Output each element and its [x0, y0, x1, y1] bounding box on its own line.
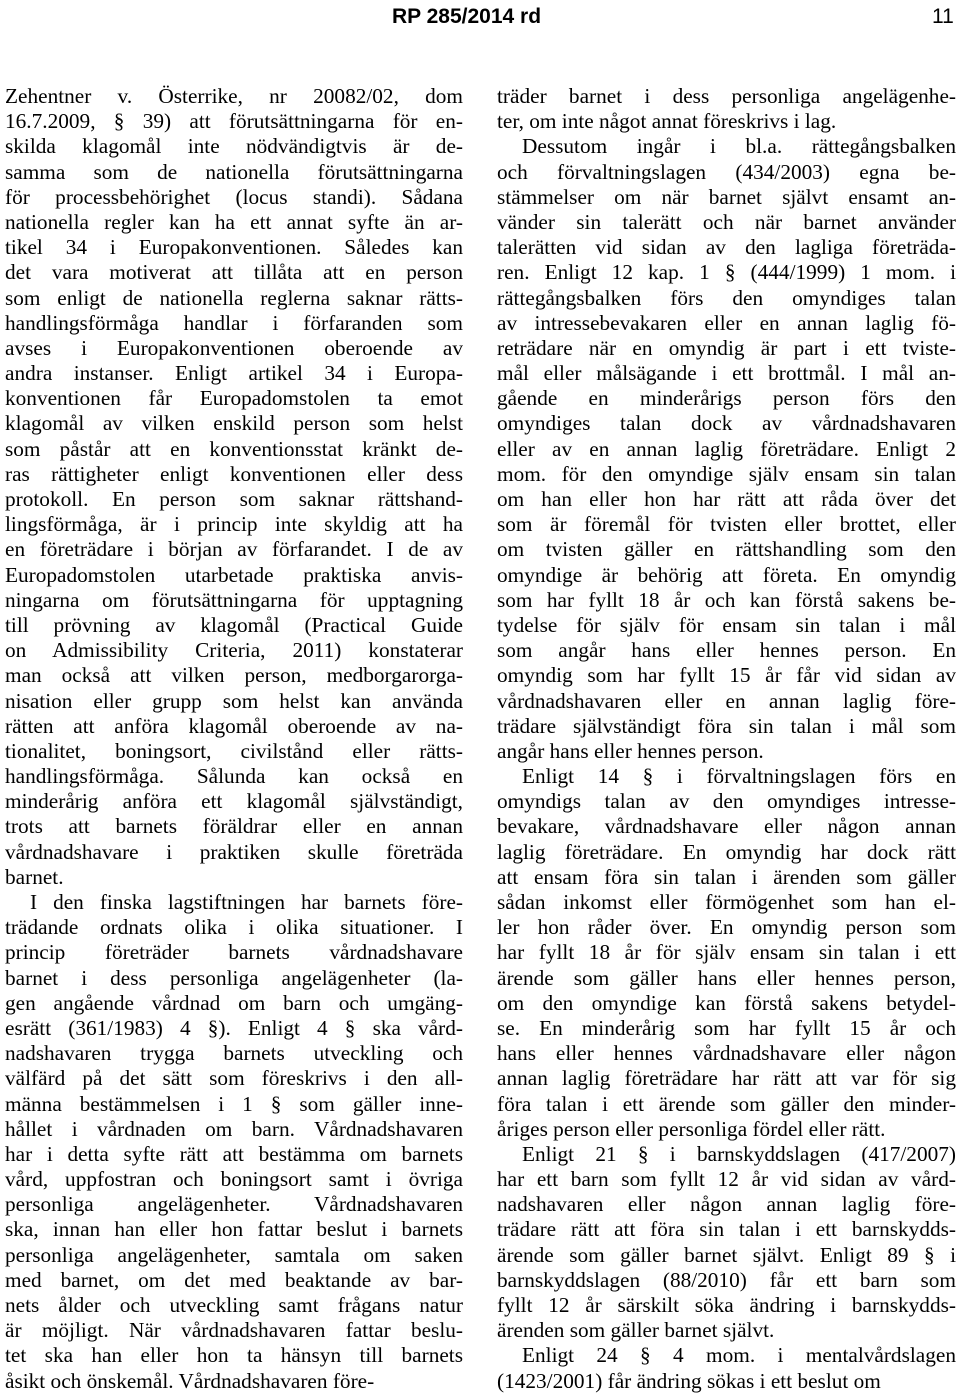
- left-column-text-line: lingsförmåga, är i princip inte skyldig att ha: [5, 512, 463, 537]
- left-column-text-line: tikel 34 i Europakonventionen. Således kan: [5, 235, 463, 260]
- right-column-text-line: och förvaltningslagen (434/2003) egna be-: [497, 159, 956, 184]
- right-column-text-line: ärende som gäller barnet självt. Enligt 89 § i: [497, 1242, 956, 1267]
- left-column-text-line: princip företräder barnets vårdnadshavare: [5, 940, 463, 965]
- right-column-text-line: trädare självständigt föra sin talan i mål som: [497, 713, 956, 738]
- right-column-text-line: reträdare när en omyndig är part i ett tviste-: [497, 335, 956, 360]
- left-column-text-line: 16.7.2009, § 39) att förutsättningarna för en-: [5, 109, 463, 134]
- right-column-text-line: om den omyndige kan förstå sakens betydel-: [497, 990, 956, 1015]
- right-column-text-line: (1423/2001) får ändring sökas i ett beslut om: [497, 1368, 881, 1393]
- left-column-text-line: tet ska han eller hon ta hänsyn till barnets: [5, 1343, 463, 1368]
- left-column-text-line: rätten att anföra klagomål oberoende av na-: [5, 713, 463, 738]
- left-column-text-line: välfärd på det sätt som föreskrivs i den all-: [5, 1066, 463, 1091]
- left-column-text-line: trädande ordnats olika i olika situationer. I: [5, 915, 463, 940]
- left-column-text-line: protokoll. En person som saknar rättshand-: [5, 487, 463, 511]
- left-column-text-line: som enligt de nationella reglerna saknar rätts-: [5, 285, 463, 310]
- left-column-text-line: handlingsförmåga. Sålunda kan också en: [5, 764, 463, 789]
- left-column-text-line: skilda klagomål inte nödvändigtvis är de-: [5, 134, 463, 159]
- left-column-text-line: minderårig anföra ett klagomål självständigt,: [5, 789, 463, 814]
- right-column-text-line: som angår hans eller hennes person. En: [497, 638, 956, 663]
- right-column-text-line: laglig företrädare. En omyndig har dock rätt: [497, 839, 956, 864]
- left-column-text-line: männa bestämmelsen i 1 § som gäller inne-: [5, 1091, 463, 1116]
- left-column-text-line: vård, uppfostran och boningsort samt i övriga: [5, 1167, 463, 1192]
- left-column-text-line: nationella regler kan ha ett annat syfte än ar-: [5, 209, 463, 234]
- left-column-text-line: trots att barnets föräldrar eller en annan: [5, 814, 463, 839]
- right-column-text-line: annan laglig företrädare har rätt att var för sig: [497, 1066, 956, 1091]
- left-column-text-line: I den finska lagstiftningen har barnets före-: [30, 890, 463, 914]
- left-column-text-line: för processbehörighet (locus standi). Sådana: [5, 184, 463, 209]
- right-column-text-line: om tvisten gäller en rättshandling som den: [497, 537, 956, 562]
- right-column-text-line: rättegångsbalken förs den omyndiges talan: [497, 285, 956, 310]
- document-id: RP 285/2014 rd: [392, 5, 542, 28]
- right-column-text-line: trädare rätt att föra sin talan i ett barnskydds-: [497, 1217, 956, 1242]
- right-column-text-line: Enligt 24 § 4 mom. i mentalvårdslagen: [522, 1343, 956, 1368]
- right-column-text-line: gående en minderårigs person förs den: [497, 386, 956, 411]
- right-column-text-line: Dessutom ingår i bl.a. rättegångsbalken: [522, 134, 956, 159]
- left-column-text-line: konventionen får Europadomstolen ta emot: [5, 386, 463, 411]
- right-text-column: [497, 84, 956, 1394]
- left-column-text-line: Zehentner v. Österrike, nr 20082/02, dom: [5, 84, 463, 108]
- right-column-text-line: omyndig som har fyllt 15 år får vid sidan av: [497, 663, 956, 688]
- right-column-text-line: ter, om inte något annat föreskrivs i lag.: [497, 109, 837, 134]
- left-column-text-line: med barnet, om det med beaktande av bar-: [5, 1267, 463, 1292]
- right-column-text-line: eller av en annan laglig företrädare. Enligt 2: [497, 436, 956, 461]
- right-column-text-line: nadshavaren eller någon annan laglig före-: [497, 1192, 956, 1217]
- left-column-text-line: klagomål av vilken enskild person som helst: [5, 411, 463, 436]
- right-column-text-line: ärende som gäller hans eller hennes person,: [497, 965, 956, 990]
- right-column-text-line: tydelse för själv för ensam sin talan i mål: [497, 612, 956, 637]
- right-column-text-line: vårdnadshavaren eller en annan laglig före-: [497, 688, 956, 713]
- left-column-text-line: ningarna om förutsättningarna för upptagning: [5, 587, 463, 612]
- right-column-text-line: föra talan i ett ärende som gäller den minder-: [497, 1091, 956, 1116]
- right-column-text-line: vänder sin talerätt och när barnet använder: [497, 209, 956, 234]
- left-column-text-line: avses i Europakonventionen oberoende av: [5, 335, 463, 360]
- right-column-text-line: Enligt 14 § i förvaltningslagen förs en: [522, 764, 956, 789]
- left-column-text-line: man också att vilken person, medborgarorga-: [5, 663, 463, 688]
- right-column-text-line: hans eller hennes vårdnadshavare eller någon: [497, 1041, 956, 1066]
- right-column-text-line: har ett barn som fyllt 12 år vid sidan av vård-: [497, 1167, 956, 1192]
- right-column-text-line: sådan inkomst eller förmögenhet som han el-: [497, 890, 956, 914]
- right-column-text-line: omyndigs talan av den omyndiges intresse-: [497, 789, 956, 814]
- right-column-text-line: av intressebevakaren eller en annan laglig fö-: [497, 310, 956, 335]
- right-column-text-line: talerätten vid sidan av den lagliga företräda-: [497, 235, 956, 260]
- right-column-text-line: angår hans eller hennes person.: [497, 738, 764, 763]
- right-column-text-line: mål eller målsägande i ett brottmål. I mål an-: [497, 361, 956, 386]
- left-column-text-line: har i detta syfte rätt att bestämma om barnets: [5, 1141, 463, 1166]
- left-column-text-line: handlingsförmåga handlar i förfaranden som: [5, 310, 463, 335]
- right-column-text-line: träder barnet i dess personliga angelägenhe-: [497, 84, 956, 108]
- left-column-text-line: andra instanser. Enligt artikel 34 i Europa-: [5, 361, 463, 386]
- right-column-text-line: åriges person eller personliga fördel eller rätt.: [497, 1116, 886, 1141]
- left-column-text-line: det vara motiverat att tillåta att en person: [5, 260, 463, 285]
- left-column-text-line: nadshavaren trygga barnets utveckling och: [5, 1041, 463, 1066]
- left-column-text-line: åsikt och önskemål. Vårdnadshavaren före-: [5, 1368, 375, 1393]
- right-column-text-line: ren. Enligt 12 kap. 1 § (444/1999) 1 mom. i: [497, 260, 956, 285]
- right-column-text-line: ler hon råder över. En omyndig person som: [497, 915, 956, 940]
- right-column-text-line: fyllt 12 år särskilt söka ändring i barnskydds-: [497, 1293, 956, 1317]
- left-column-text-line: nets ålder och utveckling samt frågans natur: [5, 1293, 463, 1317]
- left-column-text-line: ras rättigheter enligt konventionen eller dess: [5, 461, 463, 486]
- left-column-text-line: Europadomstolen utarbetade praktiska anvis-: [5, 562, 463, 587]
- right-column-text-line: om han eller hon har rätt att råda över det: [497, 487, 956, 511]
- left-column-text-line: ska, innan han eller hon fattar beslut i barnets: [5, 1217, 463, 1242]
- right-column-text-line: mom. för den omyndige själv ensam sin talan: [497, 461, 956, 486]
- right-column-text-line: stämmelser om när barnet självt ensamt an-: [497, 184, 956, 209]
- left-column-text-line: gen angående vårdnad om barn och umgäng-: [5, 990, 463, 1015]
- left-column-text-line: on Admissibility Criteria, 2011) konstaterar: [5, 638, 463, 663]
- left-column-text-line: tionalitet, boningsort, civilstånd eller rätts-: [5, 738, 463, 763]
- right-column-text-line: att ensam föra sin talan i ärenden som gäller: [497, 864, 956, 889]
- left-column-text-line: nisation eller grupp som helst kan använda: [5, 688, 463, 713]
- page-number: 11: [932, 5, 954, 28]
- left-column-text-line: en företrädare i början av förfarandet. I de av: [5, 537, 463, 562]
- right-column-text-line: bevakare, vårdnadshavare eller någon annan: [497, 814, 956, 839]
- left-column-text-line: till prövning av klagomål (Practical Guide: [5, 612, 463, 637]
- left-column-text-line: är möjligt. När vårdnadshavaren fattar beslu-: [5, 1318, 463, 1343]
- right-column-text-line: Enligt 21 § i barnskyddslagen (417/2007): [522, 1141, 956, 1166]
- left-column-text-line: personliga angelägenheter, samtala om saken: [5, 1242, 463, 1267]
- right-column-text-line: barnskyddslagen (88/2010) får ett barn som: [497, 1267, 956, 1292]
- left-column-text-line: vårdnadshavare i praktiken skulle företräda: [5, 839, 463, 864]
- right-column-text-line: omyndige är behörig att företa. En omyndig: [497, 562, 956, 587]
- right-column-text-line: har fyllt 18 år för själv ensam sin talan i ett: [497, 940, 956, 965]
- right-column-text-line: som är föremål för tvisten eller brottet, eller: [497, 512, 956, 537]
- left-text-column: [5, 84, 463, 1394]
- left-column-text-line: esrätt (361/1983) 4 §). Enligt 4 § ska vård-: [5, 1015, 463, 1040]
- right-column-text-line: omyndiges talan dock av vårdnadshavaren: [497, 411, 956, 436]
- left-column-text-line: barnet i dess personliga angelägenheter (la-: [5, 965, 463, 990]
- right-column-text-line: ärenden som gäller barnet självt.: [497, 1318, 775, 1343]
- left-column-text-line: som påstår att en konventionsstat kränkt de-: [5, 436, 463, 461]
- right-column-text-line: se. En minderårig som har fyllt 15 år och: [497, 1015, 956, 1040]
- left-column-text-line: personliga angelägenheter. Vårdnadshavaren: [5, 1192, 463, 1217]
- right-column-text-line: som har fyllt 18 år och kan förstå sakens be-: [497, 587, 956, 612]
- left-column-text-line: samma som de nationella förutsättningarna: [5, 159, 463, 184]
- left-column-text-line: hållet i vårdnaden om barn. Vårdnadshavaren: [5, 1116, 463, 1141]
- left-column-text-line: barnet.: [5, 864, 64, 889]
